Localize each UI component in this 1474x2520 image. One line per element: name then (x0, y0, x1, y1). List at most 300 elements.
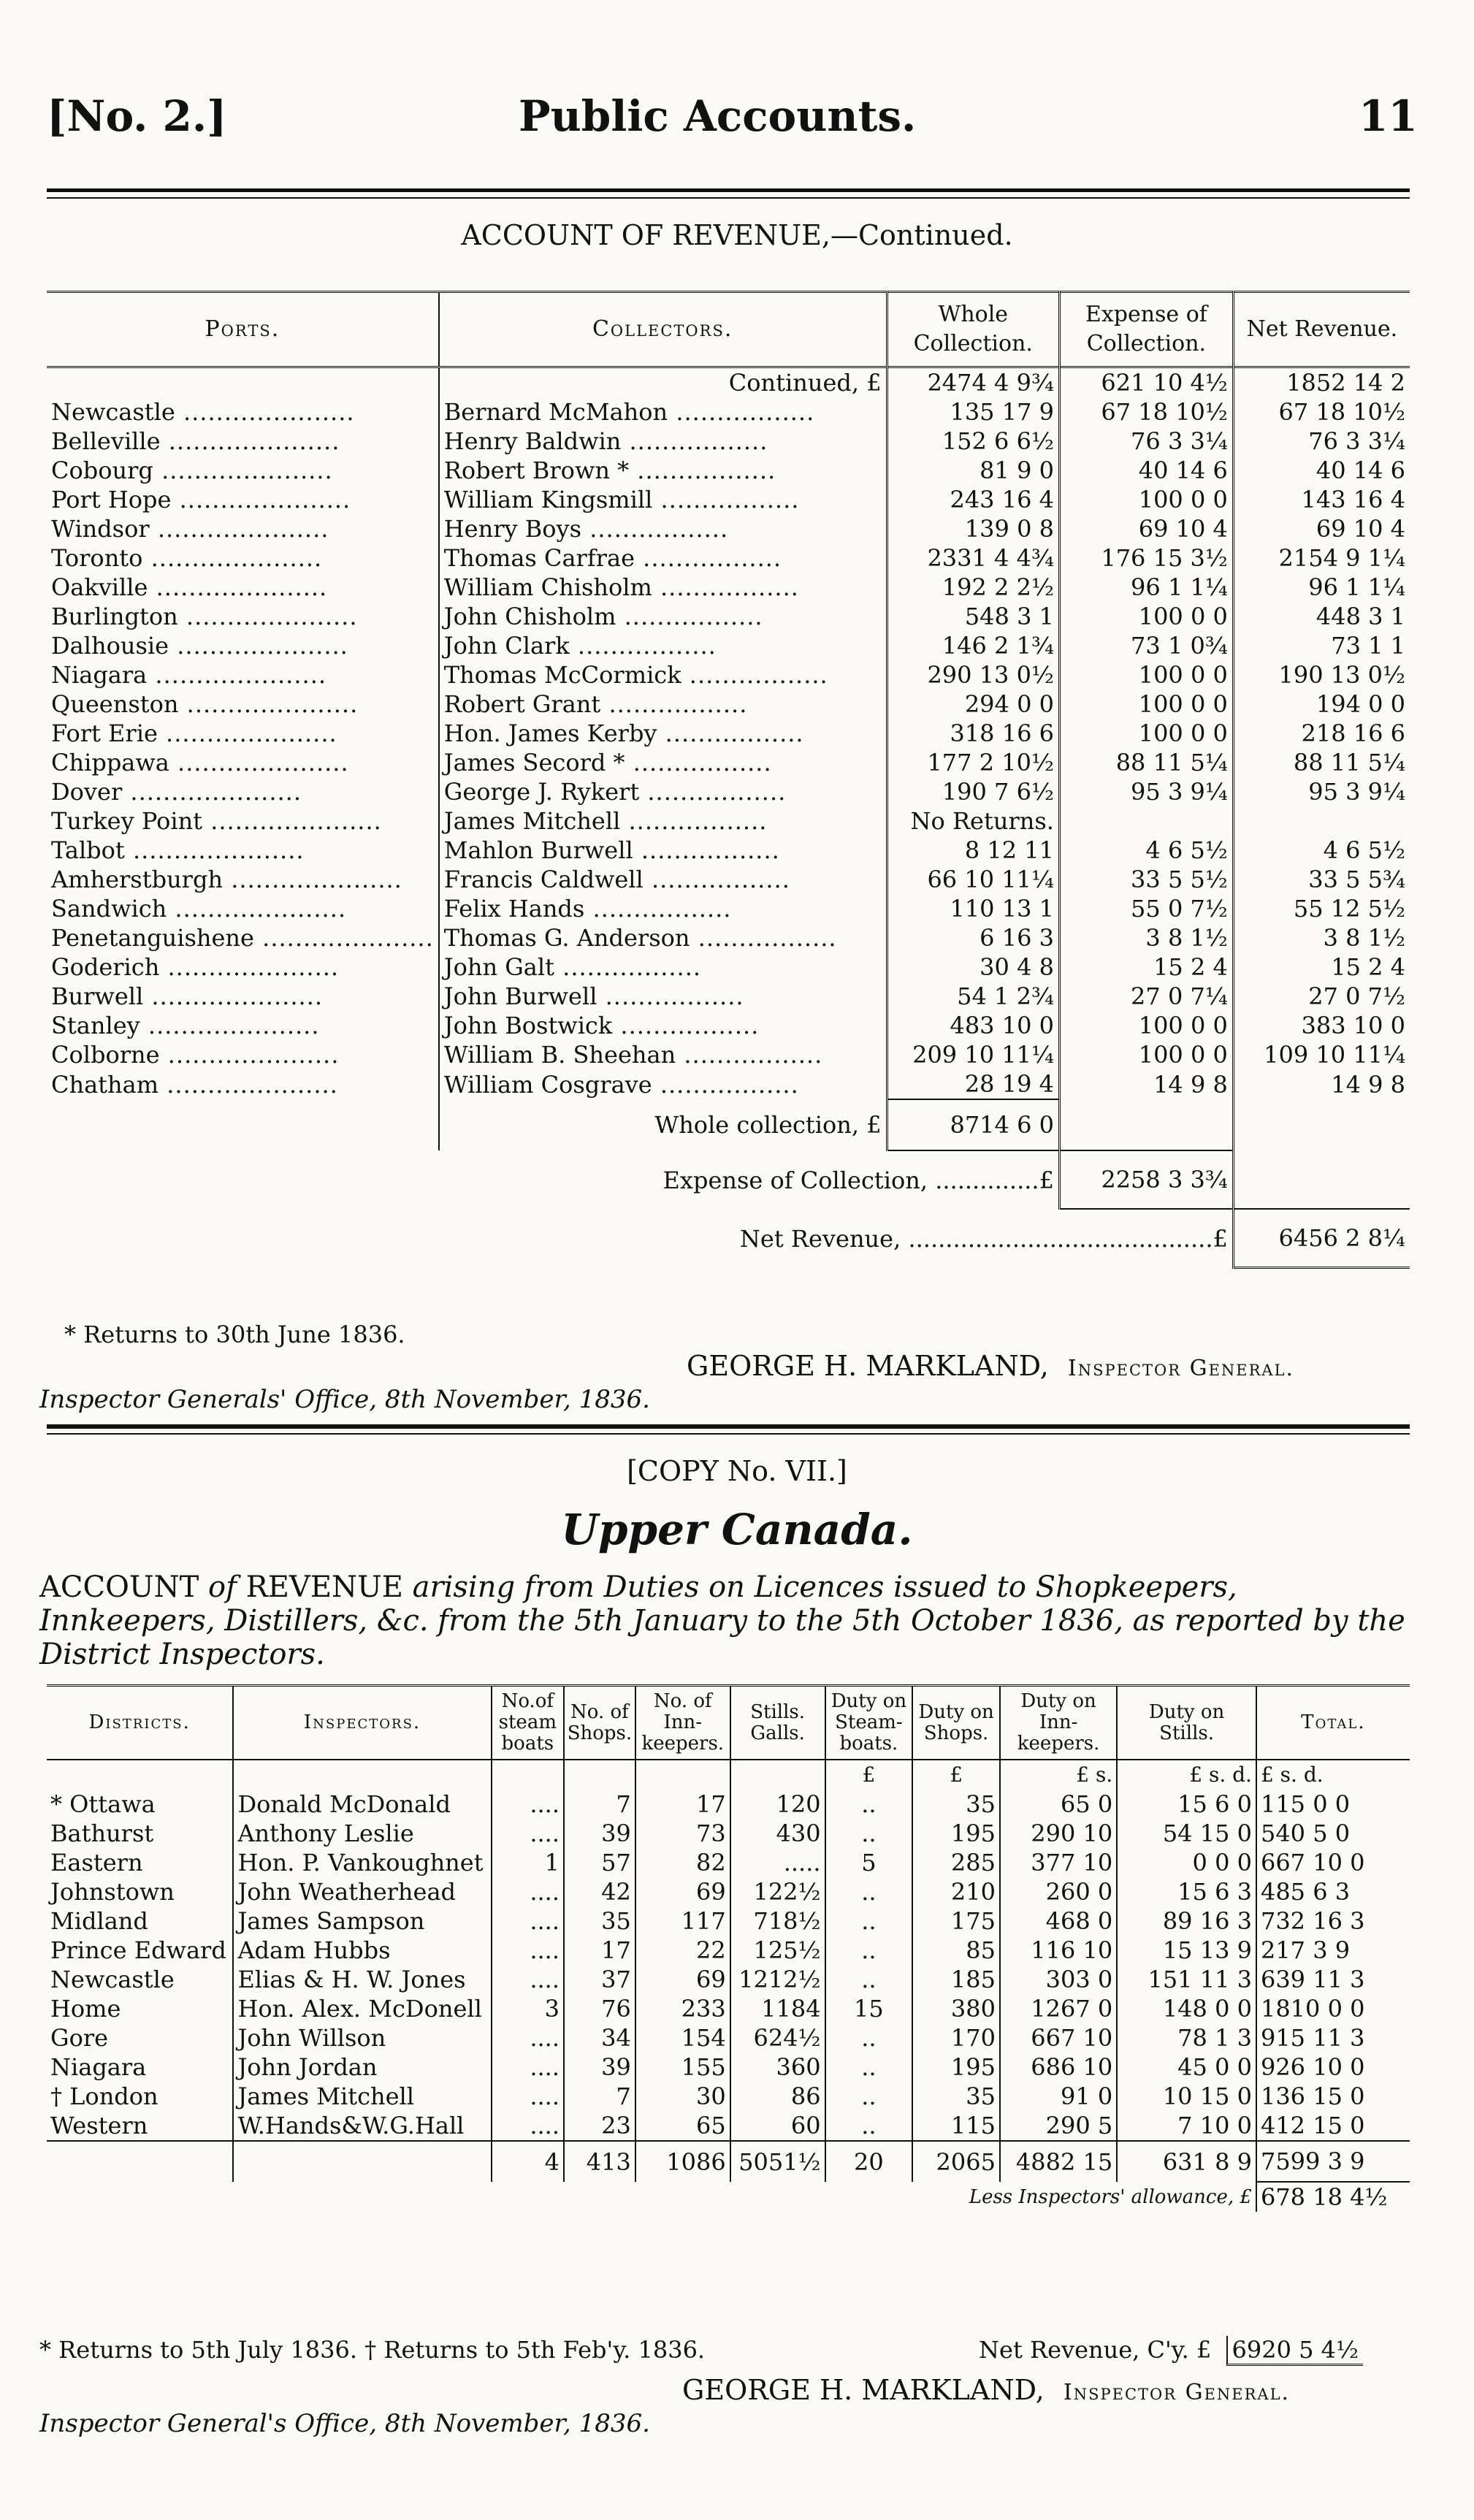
net-revenue-label: Net Revenue, .........................................£ (47, 1209, 1233, 1267)
port-name: Niagara (51, 661, 148, 689)
leader-dots: ..................... (169, 749, 349, 776)
stills-galls: 122½ (730, 1877, 825, 1906)
port-name: Toronto (51, 544, 143, 572)
net-value: 40 14 6 (1315, 457, 1405, 484)
whole-collection-value: 8714 6 0 (887, 1099, 1059, 1150)
total-total: 7599 3 9 (1260, 2147, 1365, 2175)
district-name: Eastern (47, 1848, 233, 1877)
net-value: 27 0 7½ (1308, 982, 1405, 1010)
leader-dots: ................. (620, 807, 768, 835)
district-total: 732 16 3 (1260, 1907, 1365, 1935)
expense-value: 100 0 0 (1138, 661, 1228, 689)
col-duty-shops: Duty on Shops. (912, 1686, 1000, 1760)
leader-dots: ................. (597, 982, 744, 1010)
collector-name: Felix Hands (443, 895, 585, 923)
steam-count: .... (492, 2082, 564, 2111)
steam-count: .... (492, 2023, 564, 2053)
leader-dots: ................. (584, 895, 732, 923)
net-value: 15 2 4 (1331, 953, 1405, 981)
district-row (47, 1877, 1410, 1906)
collector-name: Thomas Carfrae (443, 544, 635, 572)
net-value: 95 3 9¼ (1308, 778, 1405, 806)
port-row (47, 485, 1410, 514)
collector-name: Robert Grant (443, 690, 601, 718)
leader-dots: ..................... (171, 486, 351, 513)
duty-shops: 35 (912, 1790, 1000, 1819)
signature-1 (687, 1350, 1294, 1382)
inspector-name: James Mitchell (233, 2082, 491, 2111)
stills-galls: 120 (730, 1790, 825, 1819)
expense-value: 4 6 5½ (1145, 836, 1228, 864)
expense-collection-value: 2258 3 3¾ (1059, 1150, 1233, 1209)
port-name: Amherstburgh (51, 866, 224, 893)
net-revenue-2-value: 6920 5 4½ (1226, 2336, 1364, 2366)
duty-shops: 175 (912, 1906, 1000, 1936)
col-expense: Expense of Collection. (1059, 292, 1233, 367)
collector-name: John Clark (443, 632, 570, 660)
district-total: 412 15 0 (1260, 2112, 1365, 2139)
port-row (47, 719, 1410, 748)
col-total: Total. (1256, 1686, 1410, 1760)
net-revenue-value: 6456 2 8¼ (1233, 1209, 1410, 1267)
collector-name: John Burwell (443, 982, 597, 1010)
whole-value: 30 4 8 (980, 953, 1054, 981)
net-value: 218 16 6 (1301, 719, 1405, 747)
totals-row (47, 2141, 1410, 2182)
leader-dots: ..................... (153, 457, 333, 484)
duty-stills: 78 1 3 (1117, 2023, 1256, 2053)
port-row (47, 690, 1410, 719)
district-name: * Ottawa (47, 1790, 233, 1819)
leader-dots: ................. (681, 661, 828, 689)
net-value: 109 10 11¼ (1264, 1041, 1405, 1069)
whole-value: 294 0 0 (964, 690, 1054, 718)
expense-value: 100 0 0 (1138, 719, 1228, 747)
port-row (47, 1069, 1410, 1099)
district-name: Gore (47, 2023, 233, 2053)
duty-shops: 85 (912, 1936, 1000, 1965)
shops-count: 39 (564, 2053, 635, 2082)
port-row (47, 573, 1410, 602)
duty-steam: .. (825, 2082, 913, 2111)
col-inspectors: Inspectors. (233, 1686, 491, 1760)
expense-value: 67 18 10½ (1101, 398, 1228, 426)
port-row (47, 660, 1410, 690)
duty-stills: 10 15 0 (1117, 2082, 1256, 2111)
col-steamboats: No.of steam boats (492, 1686, 564, 1760)
port-name: Burlington (51, 603, 178, 630)
page-folio: 11 (1359, 91, 1418, 141)
whole-value: 192 2 2½ (942, 573, 1054, 601)
net-value: 194 0 0 (1315, 690, 1405, 718)
expense-value: 33 5 5½ (1131, 866, 1228, 893)
shops-count: 37 (564, 1965, 635, 1994)
net-value: 33 5 5¾ (1308, 866, 1405, 893)
office-2: Inspector General's Office, 8th November, 1836. (39, 2409, 650, 2438)
district-row (47, 1790, 1410, 1819)
district-total: 540 5 0 (1260, 1820, 1351, 1847)
col-duty-stills: Duty on Stills. (1117, 1686, 1256, 1760)
shops-count: 76 (564, 1994, 635, 2023)
whole-value: 146 2 1¾ (942, 632, 1054, 660)
expense-value: 95 3 9¼ (1131, 778, 1228, 806)
whole-collection-row (47, 1099, 1410, 1150)
inn-count: 22 (635, 1936, 730, 1965)
district-name: Johnstown (47, 1877, 233, 1906)
net-value: 69 10 4 (1315, 515, 1405, 543)
duty-stills: 7 10 0 (1117, 2111, 1256, 2141)
leader-dots: ..................... (175, 398, 355, 426)
inspector-name: John Willson (233, 2023, 491, 2053)
leader-dots: ................. (569, 632, 717, 660)
port-row (47, 456, 1410, 485)
net-revenue-row (47, 1209, 1410, 1267)
steam-count: 3 (492, 1994, 564, 2023)
col-net: Net Revenue. (1246, 316, 1398, 342)
expense-value: 76 3 3¼ (1131, 427, 1228, 455)
inspector-name: John Jordan (233, 2053, 491, 2082)
port-name: Queenston (51, 690, 179, 718)
expense-collection-label: Expense of Collection, ..............£ (439, 1150, 1060, 1209)
shops-count: 7 (564, 2082, 635, 2111)
collector-name: Bernard McMahon (443, 398, 668, 426)
collector-name: William Cosgrave (443, 1070, 652, 1099)
continued-row (47, 367, 1410, 398)
duty-stills: 45 0 0 (1117, 2053, 1256, 2082)
district-row (47, 2023, 1410, 2053)
leader-dots: ................. (652, 573, 799, 601)
port-name: Chatham (51, 1070, 159, 1099)
inspector-name: Hon. Alex. McDonell (233, 1994, 491, 2023)
leader-dots: ................. (629, 457, 776, 484)
collector-name: John Galt (443, 953, 554, 981)
whole-value: 54 1 2¾ (957, 982, 1054, 1010)
port-name: Burwell (51, 982, 144, 1010)
district-row (47, 1819, 1410, 1848)
col-collectors: Collectors. (439, 292, 887, 367)
intro-rest: arising from Duties on Licences issued to Shopkeepers, Innkeepers, Distillers, &c. from the 5th January to the 5th October 1836, as reported by the District Inspectors. (39, 1570, 1405, 1671)
district-name: Bathurst (47, 1819, 233, 1848)
shops-count: 34 (564, 2023, 635, 2053)
duty-inn: 303 0 (1000, 1965, 1117, 1994)
expense-value: 27 0 7¼ (1131, 982, 1228, 1010)
leader-dots: ................. (635, 544, 782, 572)
total-dinn: 4882 15 (1000, 2141, 1117, 2182)
stills-galls: 1212½ (730, 1965, 825, 1994)
duty-steam: 15 (825, 1994, 913, 2023)
duty-shops: 115 (912, 2111, 1000, 2141)
duty-inn: 667 10 (1000, 2023, 1117, 2053)
section-rule-thin (47, 1433, 1410, 1435)
shops-count: 35 (564, 1906, 635, 1936)
duty-steam: 5 (825, 1848, 913, 1877)
allowance-row (47, 2182, 1410, 2212)
leader-dots: ................. (621, 427, 768, 455)
collector-name: Mahlon Burwell (443, 836, 633, 864)
whole-value: 139 0 8 (964, 515, 1054, 543)
duty-stills: 151 11 3 (1117, 1965, 1256, 1994)
expense-value: 100 0 0 (1138, 1041, 1228, 1069)
net-revenue-2 (979, 2336, 1363, 2366)
port-row (47, 923, 1410, 952)
leader-dots: ................. (639, 778, 787, 806)
signature-name-1: GEORGE H. MARKLAND, (687, 1350, 1049, 1382)
leader-dots: ..................... (148, 573, 328, 601)
inn-count: 117 (635, 1906, 730, 1936)
duty-inn: 91 0 (1000, 2082, 1117, 2111)
whole-value: No Returns. (910, 807, 1054, 835)
port-name: Sandwich (51, 895, 167, 923)
whole-value: 548 3 1 (964, 603, 1054, 630)
leader-dots: ..................... (140, 1012, 320, 1039)
duty-shops: 195 (912, 2053, 1000, 2082)
port-name: Chippawa (51, 749, 169, 776)
expense-value: 69 10 4 (1138, 515, 1228, 543)
page-number-bracket: [No. 2.] (47, 91, 227, 141)
inspector-name: W.Hands&W.G.Hall (233, 2111, 491, 2141)
port-name: Newcastle (51, 398, 175, 426)
net-value: 3 8 1½ (1323, 924, 1405, 952)
stills-galls: 718½ (730, 1906, 825, 1936)
stills-galls: 86 (730, 2082, 825, 2111)
duty-inn: 468 0 (1000, 1906, 1117, 1936)
district-total: 485 6 3 (1260, 1878, 1351, 1906)
office-1: Inspector Generals' Office, 8th November, 1836. (39, 1385, 650, 1414)
licence-table (47, 1684, 1410, 2212)
collector-name: Henry Boys (443, 515, 582, 543)
port-row (47, 806, 1410, 836)
col-districts: Districts. (47, 1686, 233, 1760)
port-name: Talbot (51, 836, 125, 864)
duty-inn: 377 10 (1000, 1848, 1117, 1877)
net-value: 67 18 10½ (1278, 398, 1405, 426)
district-total: 1810 0 0 (1260, 1995, 1365, 2023)
duty-steam: .. (825, 1906, 913, 1936)
inspector-name: Elias & H. W. Jones (233, 1965, 491, 1994)
steam-count: .... (492, 2111, 564, 2141)
district-name: Niagara (47, 2053, 233, 2082)
expense-value: 100 0 0 (1138, 690, 1228, 718)
duty-shops: 35 (912, 2082, 1000, 2111)
port-name: Goderich (51, 953, 160, 981)
leader-dots: ................. (633, 836, 780, 864)
steam-count: .... (492, 1965, 564, 1994)
duty-inn: 686 10 (1000, 2053, 1117, 2082)
continued-net: 1852 14 2 (1286, 369, 1405, 397)
whole-value: 483 10 0 (950, 1012, 1054, 1039)
whole-value: 209 10 11¼ (912, 1041, 1054, 1069)
district-name: Newcastle (47, 1965, 233, 1994)
district-row (47, 2111, 1410, 2141)
port-row (47, 602, 1410, 631)
total-dstills: 631 8 9 (1117, 2141, 1256, 2182)
duty-stills: 15 6 0 (1117, 1790, 1256, 1819)
section1-title: ACCOUNT OF REVENUE,—Continued. (461, 219, 1013, 251)
district-total: 915 11 3 (1260, 2024, 1365, 2052)
port-row (47, 777, 1410, 806)
port-row (47, 397, 1410, 427)
inspector-name: Adam Hubbs (233, 1936, 491, 1965)
leader-dots: ..................... (177, 603, 358, 630)
leader-dots: ................. (643, 866, 790, 893)
intro-of: of (208, 1570, 237, 1604)
port-row (47, 427, 1410, 456)
port-name: Dover (51, 778, 123, 806)
port-name: Fort Erie (51, 719, 158, 747)
account-intro (39, 1570, 1410, 1671)
expense-value: 88 11 5¼ (1115, 749, 1228, 776)
intro-caps: ACCOUNT (39, 1570, 199, 1604)
duty-inn: 260 0 (1000, 1877, 1117, 1906)
port-name: Cobourg (51, 457, 153, 484)
leader-dots: ..................... (149, 515, 329, 543)
district-row (47, 1994, 1410, 2023)
leader-dots: ................. (581, 515, 729, 543)
port-name: Port Hope (51, 486, 172, 513)
total-shops: 413 (564, 2141, 635, 2182)
shops-count: 39 (564, 1819, 635, 1848)
district-name: Western (47, 2111, 233, 2141)
whole-value: 190 7 6½ (942, 778, 1054, 806)
district-row (47, 1906, 1410, 1936)
continued-whole: 2474 4 9¾ (887, 367, 1059, 398)
district-name: Prince Edward (47, 1936, 233, 1965)
district-row (47, 1965, 1410, 1994)
unit-steam: £ (825, 1760, 913, 1790)
total-dshops: 2065 (912, 2141, 1000, 2182)
collector-name: Robert Brown * (443, 457, 630, 484)
net-value: 14 9 8 (1331, 1070, 1405, 1099)
duty-shops: 170 (912, 2023, 1000, 2053)
duty-inn: 290 5 (1000, 2111, 1117, 2141)
whole-value: 81 9 0 (980, 457, 1054, 484)
whole-value: 8 12 11 (964, 836, 1054, 864)
whole-value: 110 13 1 (950, 895, 1054, 923)
net-value: 2154 9 1¼ (1278, 544, 1405, 572)
revenue-table (47, 291, 1410, 1269)
leader-dots: ..................... (159, 1041, 340, 1069)
leader-dots: ................. (668, 398, 815, 426)
expense-value: 100 0 0 (1138, 486, 1228, 513)
unit-stills: £ s. d. (1117, 1760, 1256, 1790)
stills-galls: ..... (730, 1848, 825, 1877)
duty-steam: .. (825, 2053, 913, 2082)
shops-count: 17 (564, 1936, 635, 1965)
duty-stills: 15 6 3 (1117, 1877, 1256, 1906)
duty-shops: 380 (912, 1994, 1000, 2023)
whole-value: 290 13 0½ (927, 661, 1054, 689)
leader-dots: ................. (625, 749, 772, 776)
duty-steam: .. (825, 2023, 913, 2053)
allowance-value: 678 18 4½ (1256, 2182, 1410, 2212)
signature-2 (682, 2374, 1290, 2406)
inspector-name: James Sampson (233, 1906, 491, 1936)
leader-dots: ..................... (160, 427, 340, 455)
signature-title-1: Inspector General. (1067, 1356, 1295, 1381)
collector-name: William B. Sheehan (443, 1041, 676, 1069)
leader-dots: ..................... (178, 690, 359, 718)
continued-expense: 621 10 4½ (1059, 367, 1233, 398)
collector-name: James Mitchell (443, 807, 621, 835)
duty-shops: 195 (912, 1819, 1000, 1848)
net-value: 143 16 4 (1301, 486, 1405, 513)
whole-value: 318 16 6 (950, 719, 1054, 747)
expense-value: 100 0 0 (1138, 1012, 1228, 1039)
leader-dots: ................. (612, 1012, 760, 1039)
stills-galls: 360 (730, 2053, 825, 2082)
port-row (47, 748, 1410, 777)
district-name: † London (47, 2082, 233, 2111)
port-name: Turkey Point (51, 807, 203, 835)
collector-name: Henry Baldwin (443, 427, 622, 455)
collector-name: John Bostwick (443, 1012, 613, 1039)
net-value: 96 1 1¼ (1308, 573, 1405, 601)
port-name: Windsor (51, 515, 150, 543)
inn-count: 155 (635, 2053, 730, 2082)
net-value: 4 6 5½ (1323, 836, 1405, 864)
duty-steam: .. (825, 2111, 913, 2141)
district-name: Midland (47, 1906, 233, 1936)
port-row (47, 865, 1410, 894)
inspector-name: Hon. P. Vankoughnet (233, 1848, 491, 1877)
whole-collection-label: Whole collection, £ (439, 1099, 887, 1150)
expense-value: 73 1 0¾ (1131, 632, 1228, 660)
total-inn: 1086 (635, 2141, 730, 2182)
unit-inn: £ s. (1000, 1760, 1117, 1790)
page-title: Public Accounts. (519, 91, 917, 141)
port-name: Oakville (51, 573, 148, 601)
leader-dots: ..................... (147, 661, 327, 689)
whole-value: 6 16 3 (980, 924, 1054, 952)
leader-dots: ................. (652, 486, 800, 513)
district-name: Home (47, 1994, 233, 2023)
leader-dots: ................. (657, 719, 804, 747)
district-total: 136 15 0 (1260, 2082, 1365, 2110)
duty-shops: 285 (912, 1848, 1000, 1877)
whole-value: 152 6 6½ (942, 427, 1054, 455)
footnote-2: * Returns to 5th July 1836. † Returns to 5th Feb'y. 1836. (39, 2336, 706, 2364)
units-row (47, 1760, 1410, 1790)
expense-value: 3 8 1½ (1145, 924, 1228, 952)
shops-count: 57 (564, 1848, 635, 1877)
duty-stills: 0 0 0 (1117, 1848, 1256, 1877)
duty-stills: 15 13 9 (1117, 1936, 1256, 1965)
inn-count: 17 (635, 1790, 730, 1819)
net-value: 448 3 1 (1315, 603, 1405, 630)
total-stills: 5051½ (730, 2141, 825, 2182)
col-shops: No. of Shops. (564, 1686, 635, 1760)
continued-label: Continued, £ (439, 367, 887, 398)
steam-count: .... (492, 2053, 564, 2082)
inn-count: 154 (635, 2023, 730, 2053)
duty-steam: .. (825, 1936, 913, 1965)
footnote-1: * Returns to 30th June 1836. (64, 1321, 405, 1348)
col-whole: Whole Collection. (887, 292, 1059, 367)
duty-steam: .. (825, 1877, 913, 1906)
unit-total: £ s. d. (1260, 1763, 1324, 1787)
leader-dots: ..................... (142, 544, 323, 572)
port-row (47, 1040, 1410, 1069)
collector-name: Thomas G. Anderson (443, 924, 690, 952)
steam-count: .... (492, 1790, 564, 1819)
net-value: 76 3 3¼ (1308, 427, 1405, 455)
port-row (47, 514, 1410, 543)
collector-name: Hon. James Kerby (443, 719, 657, 747)
district-total: 217 3 9 (1260, 1936, 1351, 1964)
duty-inn: 116 10 (1000, 1936, 1117, 1965)
port-name: Penetanguishene (51, 924, 254, 952)
leader-dots: ..................... (167, 895, 347, 923)
